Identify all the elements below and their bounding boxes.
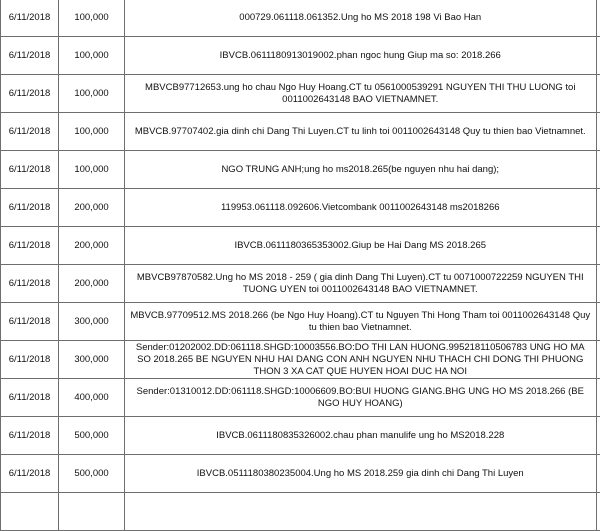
table-row <box>1 303 600 341</box>
edge-cell <box>596 189 600 227</box>
note-cell: Sender:01310012.DD:061118.SHGD:10006609.BO:BUI HUONG GIANG.BHG UNG HO MS 2018.266 (BE NGO HUY HOANG) <box>125 379 597 417</box>
table-row <box>1 379 600 417</box>
date-cell: 6/11/2018 <box>1 37 59 75</box>
amount-cell: 300,000 <box>59 303 125 341</box>
table-row <box>1 493 600 531</box>
note-cell: IBVCB.0611180835326002.chau phan manulife ung ho MS2018.228 <box>125 417 597 455</box>
date-cell: 6/11/2018 <box>1 303 59 341</box>
amount-cell: 100,000 <box>59 113 125 151</box>
date-cell: 6/11/2018 <box>1 455 59 493</box>
amount-cell: 100,000 <box>59 75 125 113</box>
table-row <box>1 75 600 113</box>
edge-cell <box>596 265 600 303</box>
note-cell: MBVCB97870582.Ung ho MS 2018 - 259 ( gia dinh Dang Thi Luyen).CT tu 0071000722259 NGUYEN THI TUONG UYEN toi 0011002643148 BAO VIETNAMNET. <box>125 265 597 303</box>
note-cell: Sender:01202002.DD:061118.SHGD:10003556.BO:DO THI LAN HUONG.995218110506783 UNG HO MA SO 2018.265 BE NGUYEN NHU HAI DANG CON ANH NGUYEN NHU THACH CHI DONG THI PHUONG THON 3 XA CAT QUE HUYEN HOAI DUC HA NOI <box>125 341 597 379</box>
date-cell: 6/11/2018 <box>1 189 59 227</box>
amount-cell: 200,000 <box>59 265 125 303</box>
note-cell: IBVCB.0611180913019002.phan ngoc hung Giup ma so: 2018.266 <box>125 37 597 75</box>
date-cell: 6/11/2018 <box>1 113 59 151</box>
amount-cell: 500,000 <box>59 455 125 493</box>
date-cell: 6/11/2018 <box>1 75 59 113</box>
edge-cell <box>596 303 600 341</box>
note-cell: MBVCB97712653.ung ho chau Ngo Huy Hoang.CT tu 0561000539291 NGUYEN THI THU LUONG toi 0011002643148 BAO VIETNAMNET. <box>125 75 597 113</box>
edge-cell <box>596 493 600 531</box>
note-cell: MBVCB.97707402.gia dinh chi Dang Thi Luyen.CT tu linh toi 0011002643148 Quy tu thien bao Vietnamnet. <box>125 113 597 151</box>
date-cell: 6/11/2018 <box>1 341 59 379</box>
note-cell <box>125 493 597 531</box>
edge-cell <box>596 151 600 189</box>
amount-cell <box>59 493 125 531</box>
amount-cell: 500,000 <box>59 417 125 455</box>
table-row <box>1 37 600 75</box>
amount-cell: 400,000 <box>59 379 125 417</box>
amount-cell: 200,000 <box>59 189 125 227</box>
amount-cell: 200,000 <box>59 227 125 265</box>
edge-cell <box>596 0 600 37</box>
date-cell: 6/11/2018 <box>1 227 59 265</box>
table-row <box>1 151 600 189</box>
edge-cell <box>596 75 600 113</box>
date-cell <box>1 493 59 531</box>
table-row <box>1 265 600 303</box>
note-cell: IBVCB.0611180365353002.Giup be Hai Dang MS 2018.265 <box>125 227 597 265</box>
amount-cell: 100,000 <box>59 0 125 37</box>
date-cell: 6/11/2018 <box>1 417 59 455</box>
table-row <box>1 113 600 151</box>
date-cell: 6/11/2018 <box>1 265 59 303</box>
edge-cell <box>596 379 600 417</box>
table-row <box>1 189 600 227</box>
amount-cell: 300,000 <box>59 341 125 379</box>
table-row <box>1 227 600 265</box>
edge-cell <box>596 417 600 455</box>
date-cell: 6/11/2018 <box>1 0 59 37</box>
edge-cell <box>596 113 600 151</box>
edge-cell <box>596 227 600 265</box>
note-cell: MBVCB.97709512.MS 2018.266 (be Ngo Huy Hoang).CT tu Nguyen Thi Hong Tham toi 0011002643148 Quy tu thien bao Vietnamnet. <box>125 303 597 341</box>
note-cell: 119953.061118.092606.Vietcombank 0011002643148 ms2018266 <box>125 189 597 227</box>
date-cell: 6/11/2018 <box>1 379 59 417</box>
amount-cell: 100,000 <box>59 151 125 189</box>
amount-cell: 100,000 <box>59 37 125 75</box>
table-row <box>1 341 600 379</box>
note-cell: 000729.061118.061352.Ung ho MS 2018 198 Vi Bao Han <box>125 0 597 37</box>
edge-cell <box>596 341 600 379</box>
table-row <box>1 0 600 37</box>
edge-cell <box>596 37 600 75</box>
note-cell: IBVCB.0511180380235004.Ung ho MS 2018.259 gia dinh chi Dang Thi Luyen <box>125 455 597 493</box>
note-cell: NGO TRUNG ANH;ung ho ms2018.265(be nguyen nhu hai dang); <box>125 151 597 189</box>
table-row <box>1 417 600 455</box>
date-cell: 6/11/2018 <box>1 151 59 189</box>
